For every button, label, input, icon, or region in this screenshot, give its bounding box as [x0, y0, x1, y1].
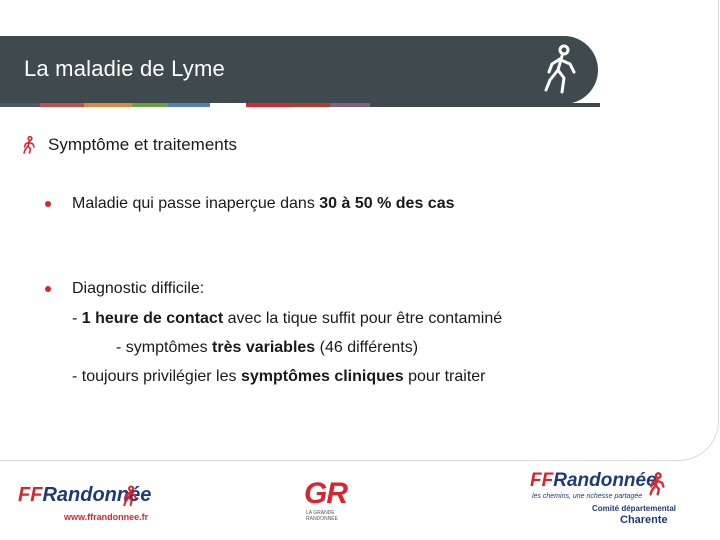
stripe — [168, 103, 210, 107]
bullet-2-heading: Diagnostic difficile: — [72, 280, 205, 297]
bullet-2-line-3 — [72, 368, 485, 386]
hiker-icon — [648, 470, 666, 498]
text: pour traiter — [403, 368, 486, 385]
page-title: La maladie de Lyme — [24, 56, 225, 81]
logo-name: Randonnée — [553, 470, 657, 491]
logo-tagline: les chemins, une richesse partagée — [532, 493, 643, 500]
text: - symptômes — [116, 339, 213, 356]
ffrandonnee-charente-logo — [530, 470, 680, 530]
stripe — [210, 103, 246, 107]
stripe — [132, 103, 168, 107]
gr-sub-2: RANDONNÉE — [306, 516, 338, 522]
stripe — [330, 103, 370, 107]
stripe — [84, 103, 132, 107]
hiker-logo-icon — [540, 44, 584, 96]
emphasis: 1 heure de contact — [81, 310, 224, 327]
bullet-1-emphasis: 30 à 50 % des cas — [319, 195, 455, 212]
bullet-1 — [72, 195, 455, 213]
stripe — [0, 103, 40, 107]
bullet-dot — [45, 201, 51, 207]
stripe — [40, 103, 84, 107]
gr-mark: GR — [304, 477, 347, 510]
logo-name: Randonnée — [42, 484, 152, 506]
stripe — [246, 103, 290, 107]
logo-committee: Comité départemental — [592, 504, 677, 513]
bullet-2-line-1 — [72, 310, 502, 328]
text: - — [72, 310, 82, 327]
bullet-2-line-2 — [116, 339, 418, 357]
gr-sub-1: LA GRANDE — [306, 510, 335, 516]
logo-url: www.ffrandonnee.fr — [64, 512, 149, 522]
text: (46 différents) — [315, 339, 419, 356]
title-bar — [0, 36, 598, 104]
logo-region: Charente — [620, 514, 668, 526]
logo-ff: FF — [18, 484, 43, 506]
text: - toujours privilégier les — [72, 368, 241, 385]
ffrandonnee-logo — [18, 484, 152, 528]
stripe — [290, 103, 330, 107]
emphasis: symptômes cliniques — [240, 368, 404, 385]
color-stripes — [0, 103, 600, 107]
section-title: Symptôme et traitements — [48, 135, 237, 154]
bullet-1-text: Maladie qui passe inaperçue dans — [72, 195, 320, 212]
stripe — [370, 103, 600, 107]
emphasis: très variables — [212, 339, 316, 356]
text: avec la tique suffit pour être contaminé — [223, 310, 503, 327]
bullet-dot — [45, 286, 51, 292]
gr-logo — [300, 477, 360, 525]
logo-ff: FF — [530, 470, 554, 491]
hiker-icon — [122, 484, 138, 508]
hiker-icon — [22, 136, 36, 154]
logo-wordmark — [530, 470, 657, 492]
